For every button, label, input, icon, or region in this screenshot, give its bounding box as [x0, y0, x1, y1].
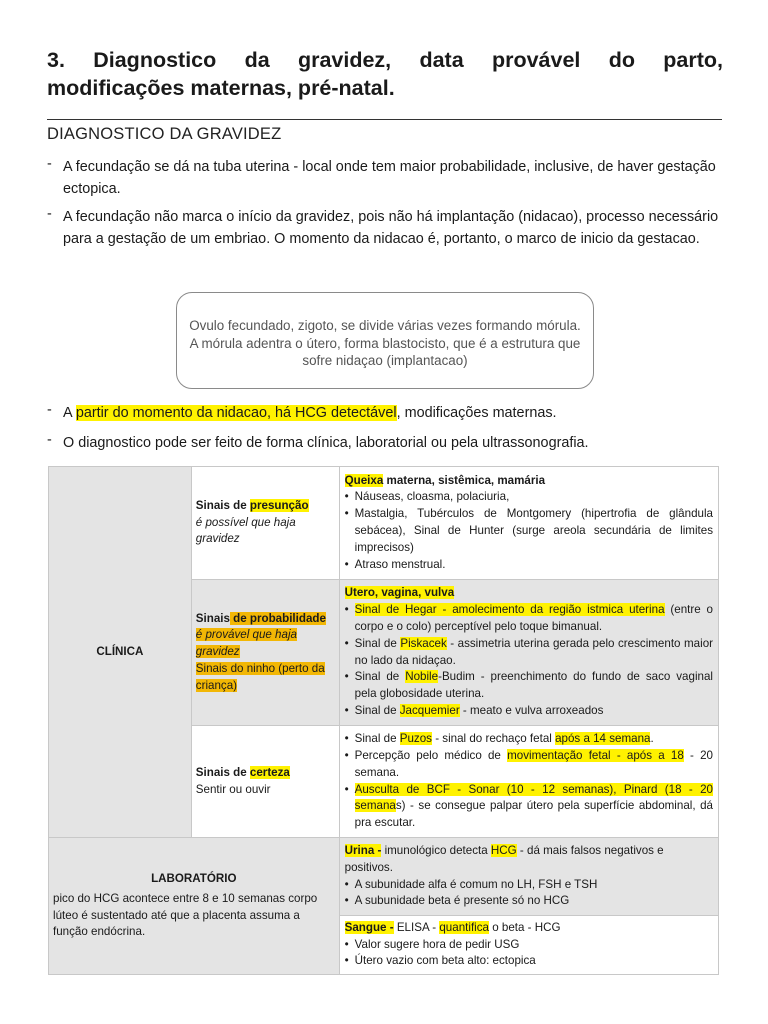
highlight-text: Ausculta de BCF - Sonar (10 - 12 semanas), Pinard (18 - 20 semana [354, 782, 713, 813]
callout-box: Ovulo fecundado, zigoto, se divide várias vezes formando mórula. A mórula adentra o útero, forma blastocisto, que é a estrutura que sofre nidaçao (implantacao) [176, 292, 594, 389]
list-item: • Atraso menstrual. [345, 557, 713, 574]
highlight-text: certeza [249, 765, 290, 779]
list-item [345, 636, 713, 670]
highlight-text: após a 14 semana [555, 732, 651, 746]
bullet-text-pre: A [63, 405, 76, 421]
item-text: - assimetria uterina gerada pelo crescimento maior no lado da nidaçao. [354, 636, 713, 667]
highlight-text: de probabilidade [229, 611, 326, 625]
heading-text: materna, sistêmica, mamária [383, 473, 546, 487]
item-text: - 20 semana. [354, 748, 713, 779]
diagnosis-table [48, 466, 719, 975]
item-text: Sinal de [354, 636, 401, 650]
dash-marker: - [47, 206, 52, 222]
certeza-label-cell [191, 726, 339, 838]
highlight-text: Piskacek [400, 636, 447, 650]
highlight-text: Queixa [344, 473, 384, 487]
section-heading: DIAGNOSTICO DA GRAVIDEZ [47, 119, 722, 144]
laboratorio-label: LABORATÓRIO [151, 871, 237, 885]
list-item: • Valor sugere hora de pedir USG [345, 937, 713, 954]
highlight-text: quantifica [439, 920, 489, 934]
page-title [47, 46, 723, 102]
list-item: • A subunidade beta é presente só no HCG [345, 893, 713, 910]
item-text: Percepção pelo médico de [354, 748, 508, 762]
item-text: Sinal de [354, 703, 400, 717]
list-item [345, 748, 713, 782]
item-text: s) - se consegue palpar útero pela superfície abdominal, dá pra escutar. [354, 799, 713, 830]
highlight-text: Puzos [399, 732, 432, 746]
highlight-text: Nobile [405, 670, 439, 684]
probabilidade-content-cell [339, 580, 718, 726]
highlight-text: Urina - [344, 843, 382, 857]
table-row [49, 467, 719, 580]
highlight-text: Sangue - [344, 920, 394, 934]
highlight-text: presunção [249, 498, 309, 512]
sub-text: é provável que haja gravidez [195, 628, 297, 659]
item-text: (entre o corpo e o colo) perceptível pelo toque bimanual. [354, 603, 713, 633]
item-text: Sinal de [354, 732, 400, 746]
sub-text: é possível que haja gravidez [195, 515, 296, 546]
urina-cell [339, 838, 718, 916]
presuncao-content-cell [339, 467, 718, 580]
label-text: Sinais [195, 611, 230, 625]
label-text: Sinais de [195, 765, 250, 779]
label-text: Sinais de [195, 498, 250, 512]
list-item [345, 731, 713, 748]
laboratorio-cell [49, 838, 340, 975]
list-item: • Útero vazio com beta alto: ectopica [345, 953, 713, 970]
clinica-cell: CLÍNICA [49, 467, 192, 838]
bullet-diagnostico [47, 433, 727, 455]
item-text: ELISA - [393, 920, 440, 934]
sangue-cell [339, 916, 718, 975]
title-line-1: 3. Diagnostico da gravidez, data provável do parto, [47, 48, 723, 72]
title-line-2: modificações maternas, pré-natal. [47, 76, 395, 100]
ninho-text: Sinais do ninho (perto da criança) [195, 661, 325, 692]
item-text: - sinal do rechaço fetal [431, 732, 556, 746]
item-text: imunológico detecta [381, 843, 491, 857]
heading-text: Utero, vagina, vulva [344, 586, 455, 600]
bullet-nidacao [47, 207, 727, 250]
bullet-fecundacao [47, 157, 727, 200]
item-text: - meato e vulva arroxeados [459, 703, 604, 717]
presuncao-label-cell [191, 467, 339, 580]
highlight-text: HCG [490, 843, 517, 857]
bullet-hcg [47, 403, 727, 425]
dash-marker: - [47, 156, 52, 172]
list-item [345, 669, 713, 703]
certeza-content-cell [339, 726, 718, 838]
item-text: - dá mais falsos negativos e positivos. [344, 843, 664, 874]
bullet-text-post: , modificações maternas. [396, 405, 557, 421]
bullet-text: A fecundação não marca o início da gravidez, pois não há implantação (nidacao), processo necessário para a gestação de um embriao. O momento da nidacao é, portanto, o marco de inicio da gestacao. [63, 209, 719, 247]
bullet-text: A fecundação se dá na tuba uterina - local onde tem maior probabilidade, inclusive, de haver gestação ectopica. [63, 159, 716, 197]
dash-marker: - [47, 432, 52, 448]
laboratorio-note: pico do HCG acontece entre 8 e 10 semanas corpo lúteo é sustentado até que a placenta assuma a função endócrina. [53, 891, 318, 939]
sub-text: Sentir ou ouvir [195, 782, 271, 796]
item-text: -Budim - preenchimento do fundo de saco vaginal pela globosidade uterina. [354, 670, 713, 701]
list-item [345, 602, 713, 636]
dash-marker: - [47, 402, 52, 418]
list-item [345, 782, 713, 832]
item-text: o beta - HCG [489, 920, 561, 934]
probabilidade-label-cell [191, 580, 339, 726]
highlight-text: Jacquemier [399, 703, 460, 717]
list-item: • Mastalgia, Tubérculos de Montgomery (hipertrofia de glândula sebácea), Sinal de Hunter (surge areola secundária de limites imprecisos) [345, 506, 713, 556]
item-text: . [650, 732, 654, 746]
list-item [345, 703, 713, 720]
list-item: • Náuseas, cloasma, polaciuria, [345, 489, 713, 506]
bullet-text: O diagnostico pode ser feito de forma clínica, laboratorial ou pela ultrassonografia. [63, 435, 589, 451]
item-text: Sinal de [354, 670, 406, 684]
highlight-text: partir do momento da nidacao, há HCG detectável [75, 405, 397, 421]
table-row [49, 838, 719, 916]
list-item: • A subunidade alfa é comum no LH, FSH e TSH [345, 877, 713, 894]
highlight-text: Sinal de Hegar - amolecimento da região istmica uterina [354, 603, 665, 617]
highlight-text: movimentação fetal - após a 18 [507, 748, 684, 762]
